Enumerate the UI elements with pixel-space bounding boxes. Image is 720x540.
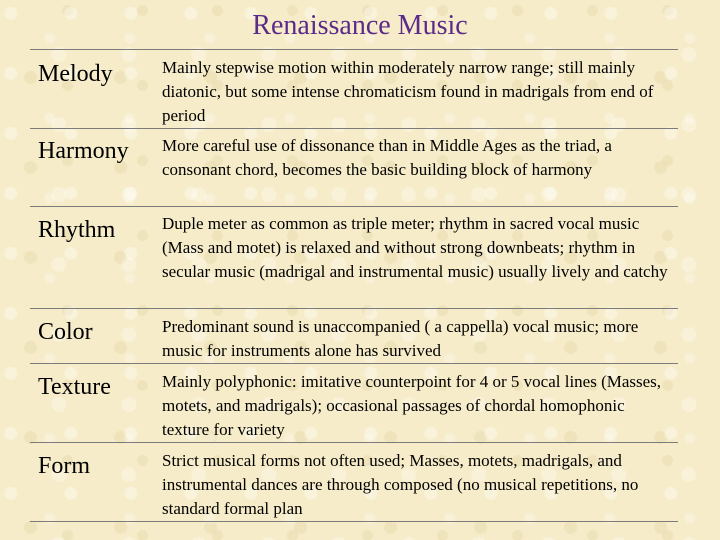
row-label-color: Color — [38, 319, 93, 345]
row-label-harmony: Harmony — [38, 138, 129, 164]
table-row-rhythm — [30, 207, 678, 309]
table-row-form — [30, 443, 678, 522]
row-label-melody: Melody — [38, 61, 113, 87]
row-description-color: Predominant sound is unaccompanied ( a cappella) vocal music; more music for instruments alone has survived — [162, 317, 639, 360]
table-row-color — [30, 309, 678, 364]
row-label-texture: Texture — [38, 374, 111, 400]
characteristics-table — [30, 49, 678, 522]
table-row-harmony — [30, 129, 678, 207]
row-description-harmony: More careful use of dissonance than in Middle Ages as the triad, a consonant chord, becomes the basic building block of harmony — [162, 136, 612, 179]
row-label-rhythm: Rhythm — [38, 217, 116, 243]
row-label-form: Form — [38, 453, 91, 479]
row-description-form: Strict musical forms not often used; Masses, motets, madrigals, and instrumental dances are through composed (no musical repetitions, no standard formal plan — [162, 451, 639, 518]
table-row-melody — [30, 50, 678, 129]
page-title: Renaissance Music — [252, 10, 468, 41]
row-description-melody: Mainly stepwise motion within moderately narrow range; still mainly diatonic, but some intense chromaticism found in madrigals from end of period — [162, 58, 654, 125]
table-row-texture — [30, 364, 678, 443]
row-description-rhythm: Duple meter as common as triple meter; rhythm in sacred vocal music (Mass and motet) is relaxed and without strong downbeats; rhythm in secular music (madrigal and instrumental music) usually lively and catchy — [162, 214, 668, 281]
row-description-texture: Mainly polyphonic: imitative counterpoint for 4 or 5 vocal lines (Masses, motets, and madrigals); occasional passages of chordal homophonic texture for variety — [162, 372, 662, 439]
